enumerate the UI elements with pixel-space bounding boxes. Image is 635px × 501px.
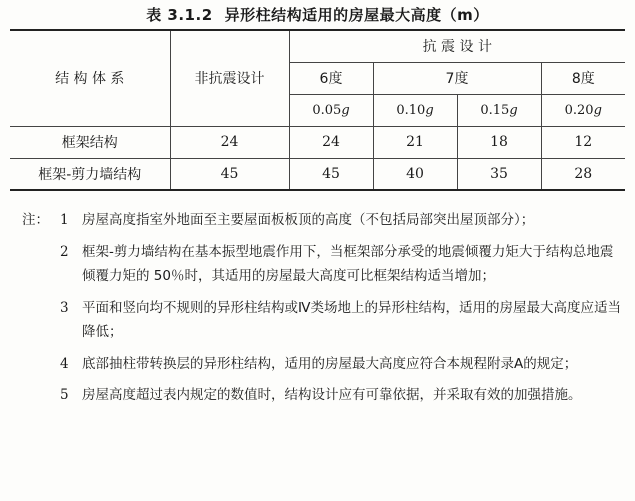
header-degree-6: 6度 xyxy=(289,62,373,94)
table-title xyxy=(0,4,635,25)
notes-prefix: 注： xyxy=(22,212,49,228)
cell-frame-7-010: 21 xyxy=(373,126,457,158)
note-item xyxy=(22,352,622,377)
header-non-seismic: 非抗震设计 xyxy=(170,30,289,126)
note-item xyxy=(22,208,622,233)
row-name-frame-shear-wall: 框架-剪力墙结构 xyxy=(10,158,170,190)
cell-frame-non-seismic: 24 xyxy=(170,126,289,158)
header-degree-8: 8度 xyxy=(541,62,625,94)
note-index: 2 xyxy=(60,243,69,260)
note-item xyxy=(22,296,622,345)
note-text: 框架-剪力墙结构在基本振型地震作用下，当框架部分承受的地震倾覆力矩大于结构总地震倾覆力矩的 50％时，其适用的房屋最大高度可比框架结构适当增加； xyxy=(82,243,614,284)
cell-frame-7-015: 18 xyxy=(457,126,541,158)
note-index: 5 xyxy=(60,387,69,403)
header-accel-0-05: 0.05g xyxy=(289,94,373,126)
header-structure-system: 结 构 体 系 xyxy=(10,30,170,126)
note-text: 底部抽柱带转换层的异形柱结构，适用的房屋最大高度应符合本规程附录A的规定； xyxy=(82,355,578,372)
header-accel-0-20: 0.20g xyxy=(541,94,625,126)
header-accel-0-15: 0.15g xyxy=(457,94,541,126)
row-name-frame: 框架结构 xyxy=(10,126,170,158)
note-text: 房屋高度超过表内规定的数值时，结构设计应有可靠依据，并采取有效的加强措施。 xyxy=(82,387,582,403)
cell-fsw-7-010: 40 xyxy=(373,158,457,190)
table-number: 表 3.1.2 xyxy=(146,6,213,24)
notes-section xyxy=(22,208,622,415)
height-limit-table xyxy=(10,29,625,191)
table-caption: 异形柱结构适用的房屋最大高度（m） xyxy=(224,6,489,24)
cell-fsw-8: 28 xyxy=(541,158,625,190)
note-index: 4 xyxy=(60,355,69,372)
note-item xyxy=(22,240,622,289)
cell-frame-6: 24 xyxy=(289,126,373,158)
cell-fsw-6: 45 xyxy=(289,158,373,190)
cell-fsw-7-015: 35 xyxy=(457,158,541,190)
cell-frame-8: 12 xyxy=(541,126,625,158)
cell-fsw-non-seismic: 45 xyxy=(170,158,289,190)
table-row xyxy=(10,126,625,158)
note-index: 1 xyxy=(60,212,69,228)
header-seismic: 抗 震 设 计 xyxy=(289,30,625,62)
table-row xyxy=(10,158,625,190)
note-index: 3 xyxy=(60,299,69,316)
note-text: 平面和竖向均不规则的异形柱结构或Ⅳ类场地上的异形柱结构，适用的房屋最大高度应适当降低； xyxy=(82,299,621,340)
header-accel-0-10: 0.10g xyxy=(373,94,457,126)
header-degree-7: 7度 xyxy=(373,62,541,94)
note-text: 房屋高度指室外地面至主要屋面板板顶的高度（不包括局部突出屋顶部分）； xyxy=(82,212,535,228)
note-item xyxy=(22,383,622,408)
